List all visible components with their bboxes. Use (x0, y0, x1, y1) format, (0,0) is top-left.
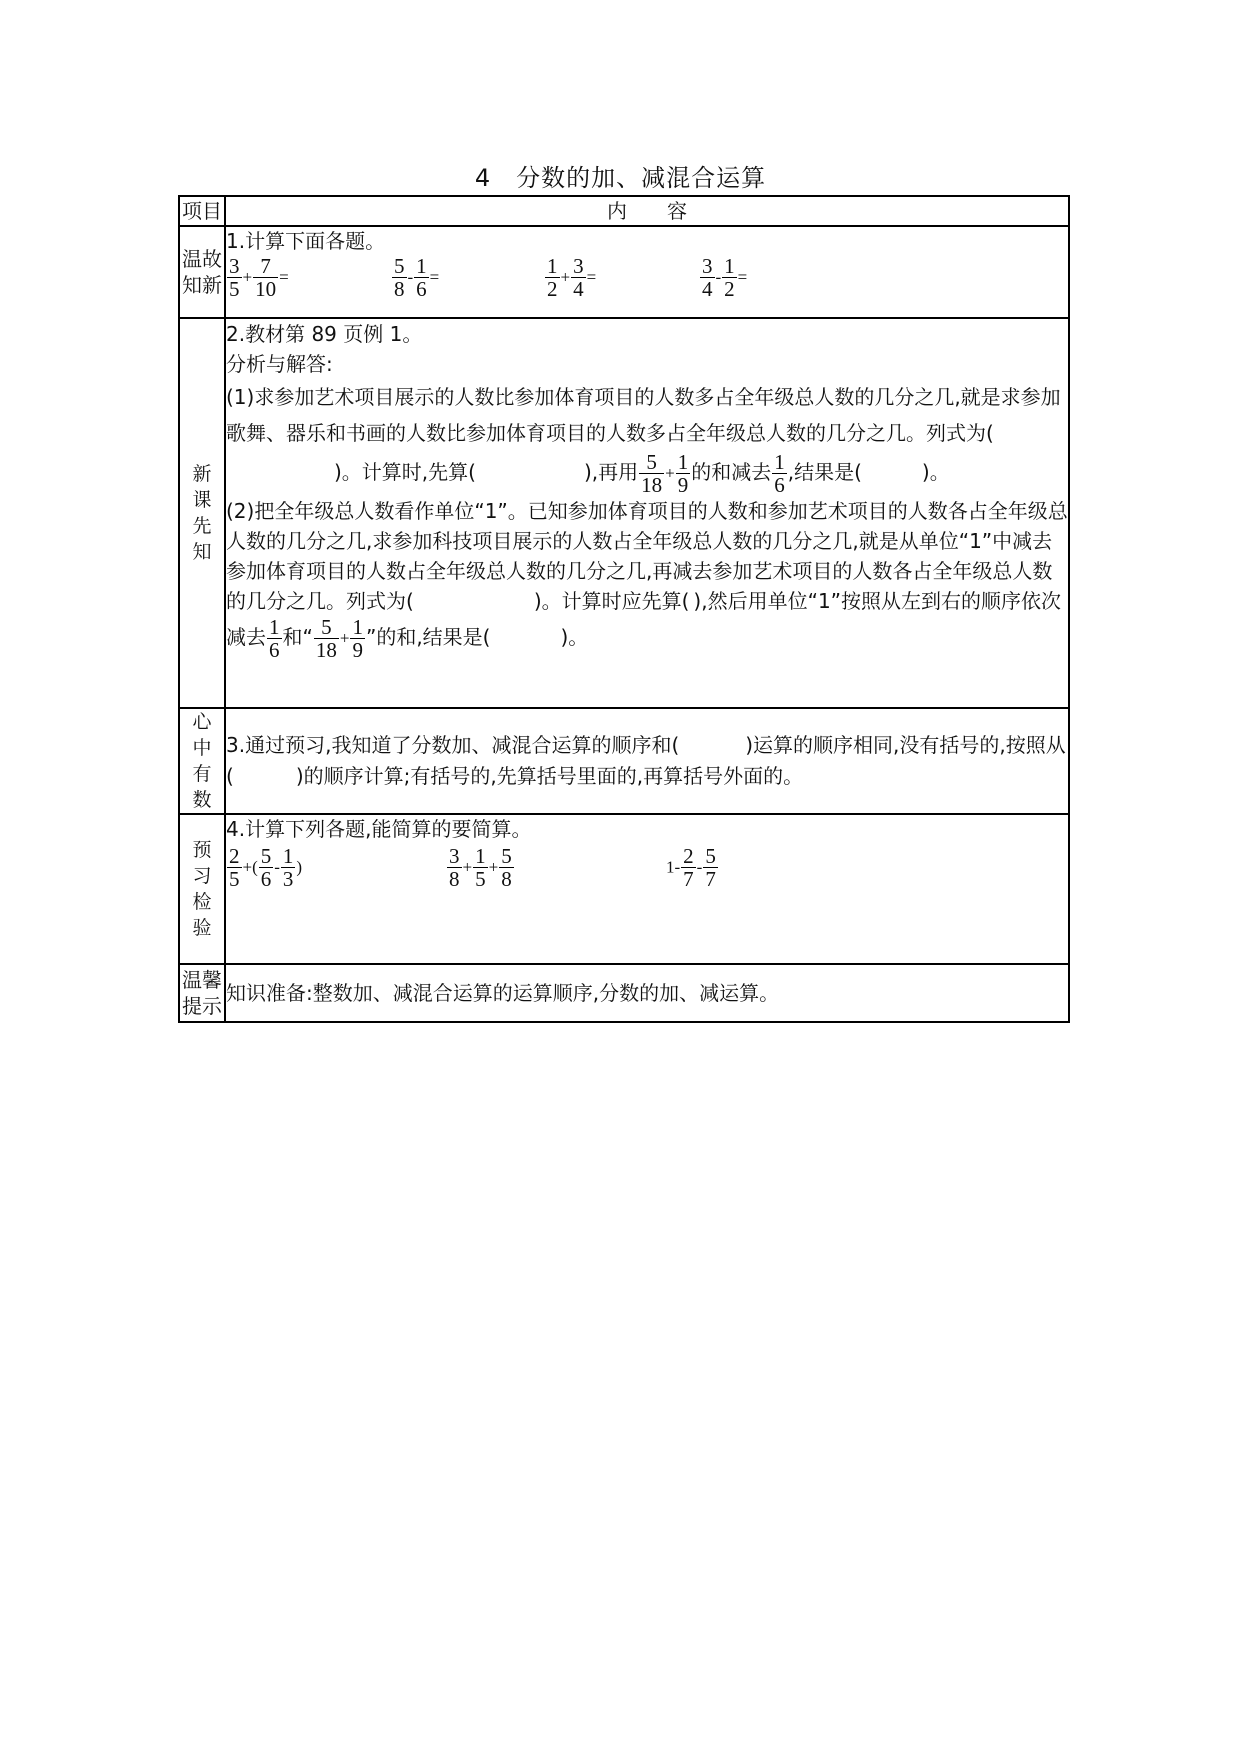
fraction: $\frac{2}{5}$ (229, 844, 240, 891)
part2-text-d: 和“ (282, 625, 313, 649)
label-char: 新 (192, 463, 212, 485)
part2-text-a: (2)把全年级总人数看作单位“1”。已知参加体育项目的人数和参加艺术项目的人数各占全年级总人数的几分之几,求参加科技项目展示的人数占全年级总人数的几分之几,就是从单位“1”中减去参加体育项目的人数占全年级总人数的几分之几,再减去参加艺术项目的人数各占全年级总人数的几分之几。列式为( (226, 499, 1068, 613)
label-char: 习 (192, 865, 212, 887)
label-char: 先 (192, 515, 212, 537)
preview-row (179, 814, 1069, 964)
part2-paragraph: (2)把全年级总人数看作单位“1”。已知参加体育项目的人数和参加艺术项目的人数各占全年级总人数的几分之几,求参加科技项目展示的人数占全年级总人数的几分之几,就是从单位“1”中减去参加体育项目的人数占全年级总人数的几分之几,再减去参加艺术项目的人数各占全年级总人数的几分之几。列式为( )。计算时应先算( ),然后用单位“1”按照从左到右的顺序依次减去 $\frac{1}{6}$ 和“ $\frac{5}{18}$ + $\frac{1}{9}$ ”的和,结果是( )。 (226, 499, 1068, 662)
tip-label (179, 964, 225, 1022)
fraction: $\frac{1}{3}$ (282, 844, 294, 891)
preview-label (179, 814, 225, 964)
part1-text-e: ,结果是( (787, 460, 862, 484)
fraction: $\frac{5}{18}$ (315, 615, 337, 662)
fraction: $\frac{5}{7}$ (705, 844, 716, 891)
fraction: $\frac{3}{5}$ (229, 254, 240, 301)
review-content (225, 226, 1069, 318)
review-label (179, 226, 225, 318)
fraction: $\frac{5}{8}$ (394, 254, 405, 301)
fraction: $\frac{3}{8}$ (449, 844, 460, 891)
mind-text-a: 3.通过预习,我知道了分数加、减混合运算的顺序和( (226, 733, 680, 757)
part1-text-b: )。计算时,先算( (334, 460, 476, 484)
review-prompt: 1.计算下面各题。 (226, 229, 386, 253)
part2-text-c: ),然后用单位“1”按照从左到右的顺序依次减去 (226, 589, 1062, 649)
fraction: $\frac{3}{4}$ (573, 254, 584, 301)
fraction: $\frac{1}{6}$ (416, 254, 427, 301)
fraction: $\frac{3}{4}$ (702, 254, 713, 301)
fraction: $\frac{5}{18}$ (641, 450, 663, 497)
fraction: $\frac{2}{7}$ (683, 844, 694, 891)
new-lesson-row (179, 318, 1069, 708)
review-row (179, 226, 1069, 318)
preview-content (225, 814, 1069, 964)
review-expr: $\frac{3}{5}$ + $\frac{7}{10}$ = (229, 254, 289, 301)
fraction: $\frac{1}{9}$ (677, 450, 689, 497)
tip-label-line: 温馨 (182, 968, 222, 992)
label-char: 知 (192, 541, 212, 563)
textbook-ref: 2.教材第 89 页例 1。 (226, 322, 423, 346)
new-lesson-content (225, 318, 1069, 708)
label-char: 有 (192, 763, 212, 785)
preview-expr: 1- $\frac{2}{7}$ - $\frac{5}{7}$ (666, 844, 716, 891)
label-char: 数 (192, 789, 212, 811)
header-row (179, 196, 1069, 226)
new-lesson-label (179, 318, 225, 708)
review-label-line: 温故 (182, 247, 222, 271)
label-char: 中 (192, 737, 212, 759)
label-char: 心 (192, 711, 212, 733)
fraction: $\frac{1}{6}$ (269, 615, 280, 662)
label-char: 课 (192, 489, 212, 511)
worksheet-table (178, 195, 1070, 1023)
part1-text-c: ),再用 (583, 460, 639, 484)
part2-text-f: )。 (560, 625, 589, 649)
fraction: $\frac{1}{5}$ (475, 844, 486, 891)
tip-row (179, 964, 1069, 1022)
review-label-line: 知新 (182, 273, 222, 297)
tip-label-line: 提示 (182, 994, 222, 1018)
page-title: 4 分数的加、减混合运算 (474, 164, 767, 192)
header-item-cell: 项目 (179, 196, 225, 226)
mind-text-c: )的顺序计算;有括号的,先算括号里面的,再算括号外面的。 (295, 764, 804, 788)
mind-row (179, 708, 1069, 814)
tip-content: 知识准备:整数加、减混合运算的运算顺序,分数的加、减运算。 (225, 964, 1069, 1022)
mind-label (179, 708, 225, 814)
review-expr: $\frac{3}{4}$ - $\frac{1}{2}$ = (702, 254, 748, 301)
review-expr: $\frac{1}{2}$ + $\frac{3}{4}$ = (547, 254, 597, 301)
preview-expr: $\frac{2}{5}$ +( $\frac{5}{6}$ - $\frac{1}{3}$ ) (229, 844, 303, 891)
review-expr: $\frac{5}{8}$ - $\frac{1}{6}$ = (394, 254, 440, 301)
part1-text-f: )。 (921, 460, 950, 484)
part1-text-a: (1)求参加艺术项目展示的人数比参加体育项目的人数多占全年级总人数的几分之几,就是求参加歌舞、器乐和书画的人数比参加体育项目的人数多占全年级总人数的几分之几。列式为( (226, 385, 1061, 445)
header-content-cell: 内 容 (225, 196, 1069, 226)
fraction: $\frac{1}{9}$ (352, 615, 363, 662)
part1-text-d: 的和减去 (691, 460, 772, 484)
fraction: $\frac{7}{10}$ (255, 254, 277, 301)
part2-text-b: )。计算时应先算( (533, 589, 690, 613)
label-char: 验 (192, 917, 212, 939)
mind-text-b: )运算的顺序相同,没有括号的,按照从( (226, 733, 1066, 788)
fraction: $\frac{1}{2}$ (724, 254, 735, 301)
label-char: 检 (192, 891, 212, 913)
mind-content (225, 708, 1069, 814)
fraction: $\frac{1}{6}$ (774, 450, 785, 497)
preview-expr: $\frac{3}{8}$ + $\frac{1}{5}$ + $\frac{5}{8}$ (449, 844, 512, 891)
label-char: 预 (192, 839, 212, 861)
preview-exprs (226, 843, 1068, 899)
part1-paragraph: (1)求参加艺术项目展示的人数比参加体育项目的人数多占全年级总人数的几分之几,就是求参加歌舞、器乐和书画的人数比参加体育项目的人数多占全年级总人数的几分之几。列式为()。计算时,先算( ),再用 $\frac{5}{18}$ + $\frac{1}{9}$ 的和减去 $\frac{1}{6}$ ,结果是( )。 (226, 385, 1061, 497)
fraction: $\frac{5}{8}$ (501, 844, 512, 891)
analysis-heading: 分析与解答: (226, 352, 333, 376)
review-exprs (226, 255, 1068, 307)
fraction: $\frac{1}{2}$ (547, 254, 558, 301)
part2-text-e: ”的和,结果是( (365, 625, 491, 649)
fraction: $\frac{5}{6}$ (260, 844, 272, 891)
preview-prompt: 4.计算下列各题,能简算的要简算。 (226, 817, 532, 841)
